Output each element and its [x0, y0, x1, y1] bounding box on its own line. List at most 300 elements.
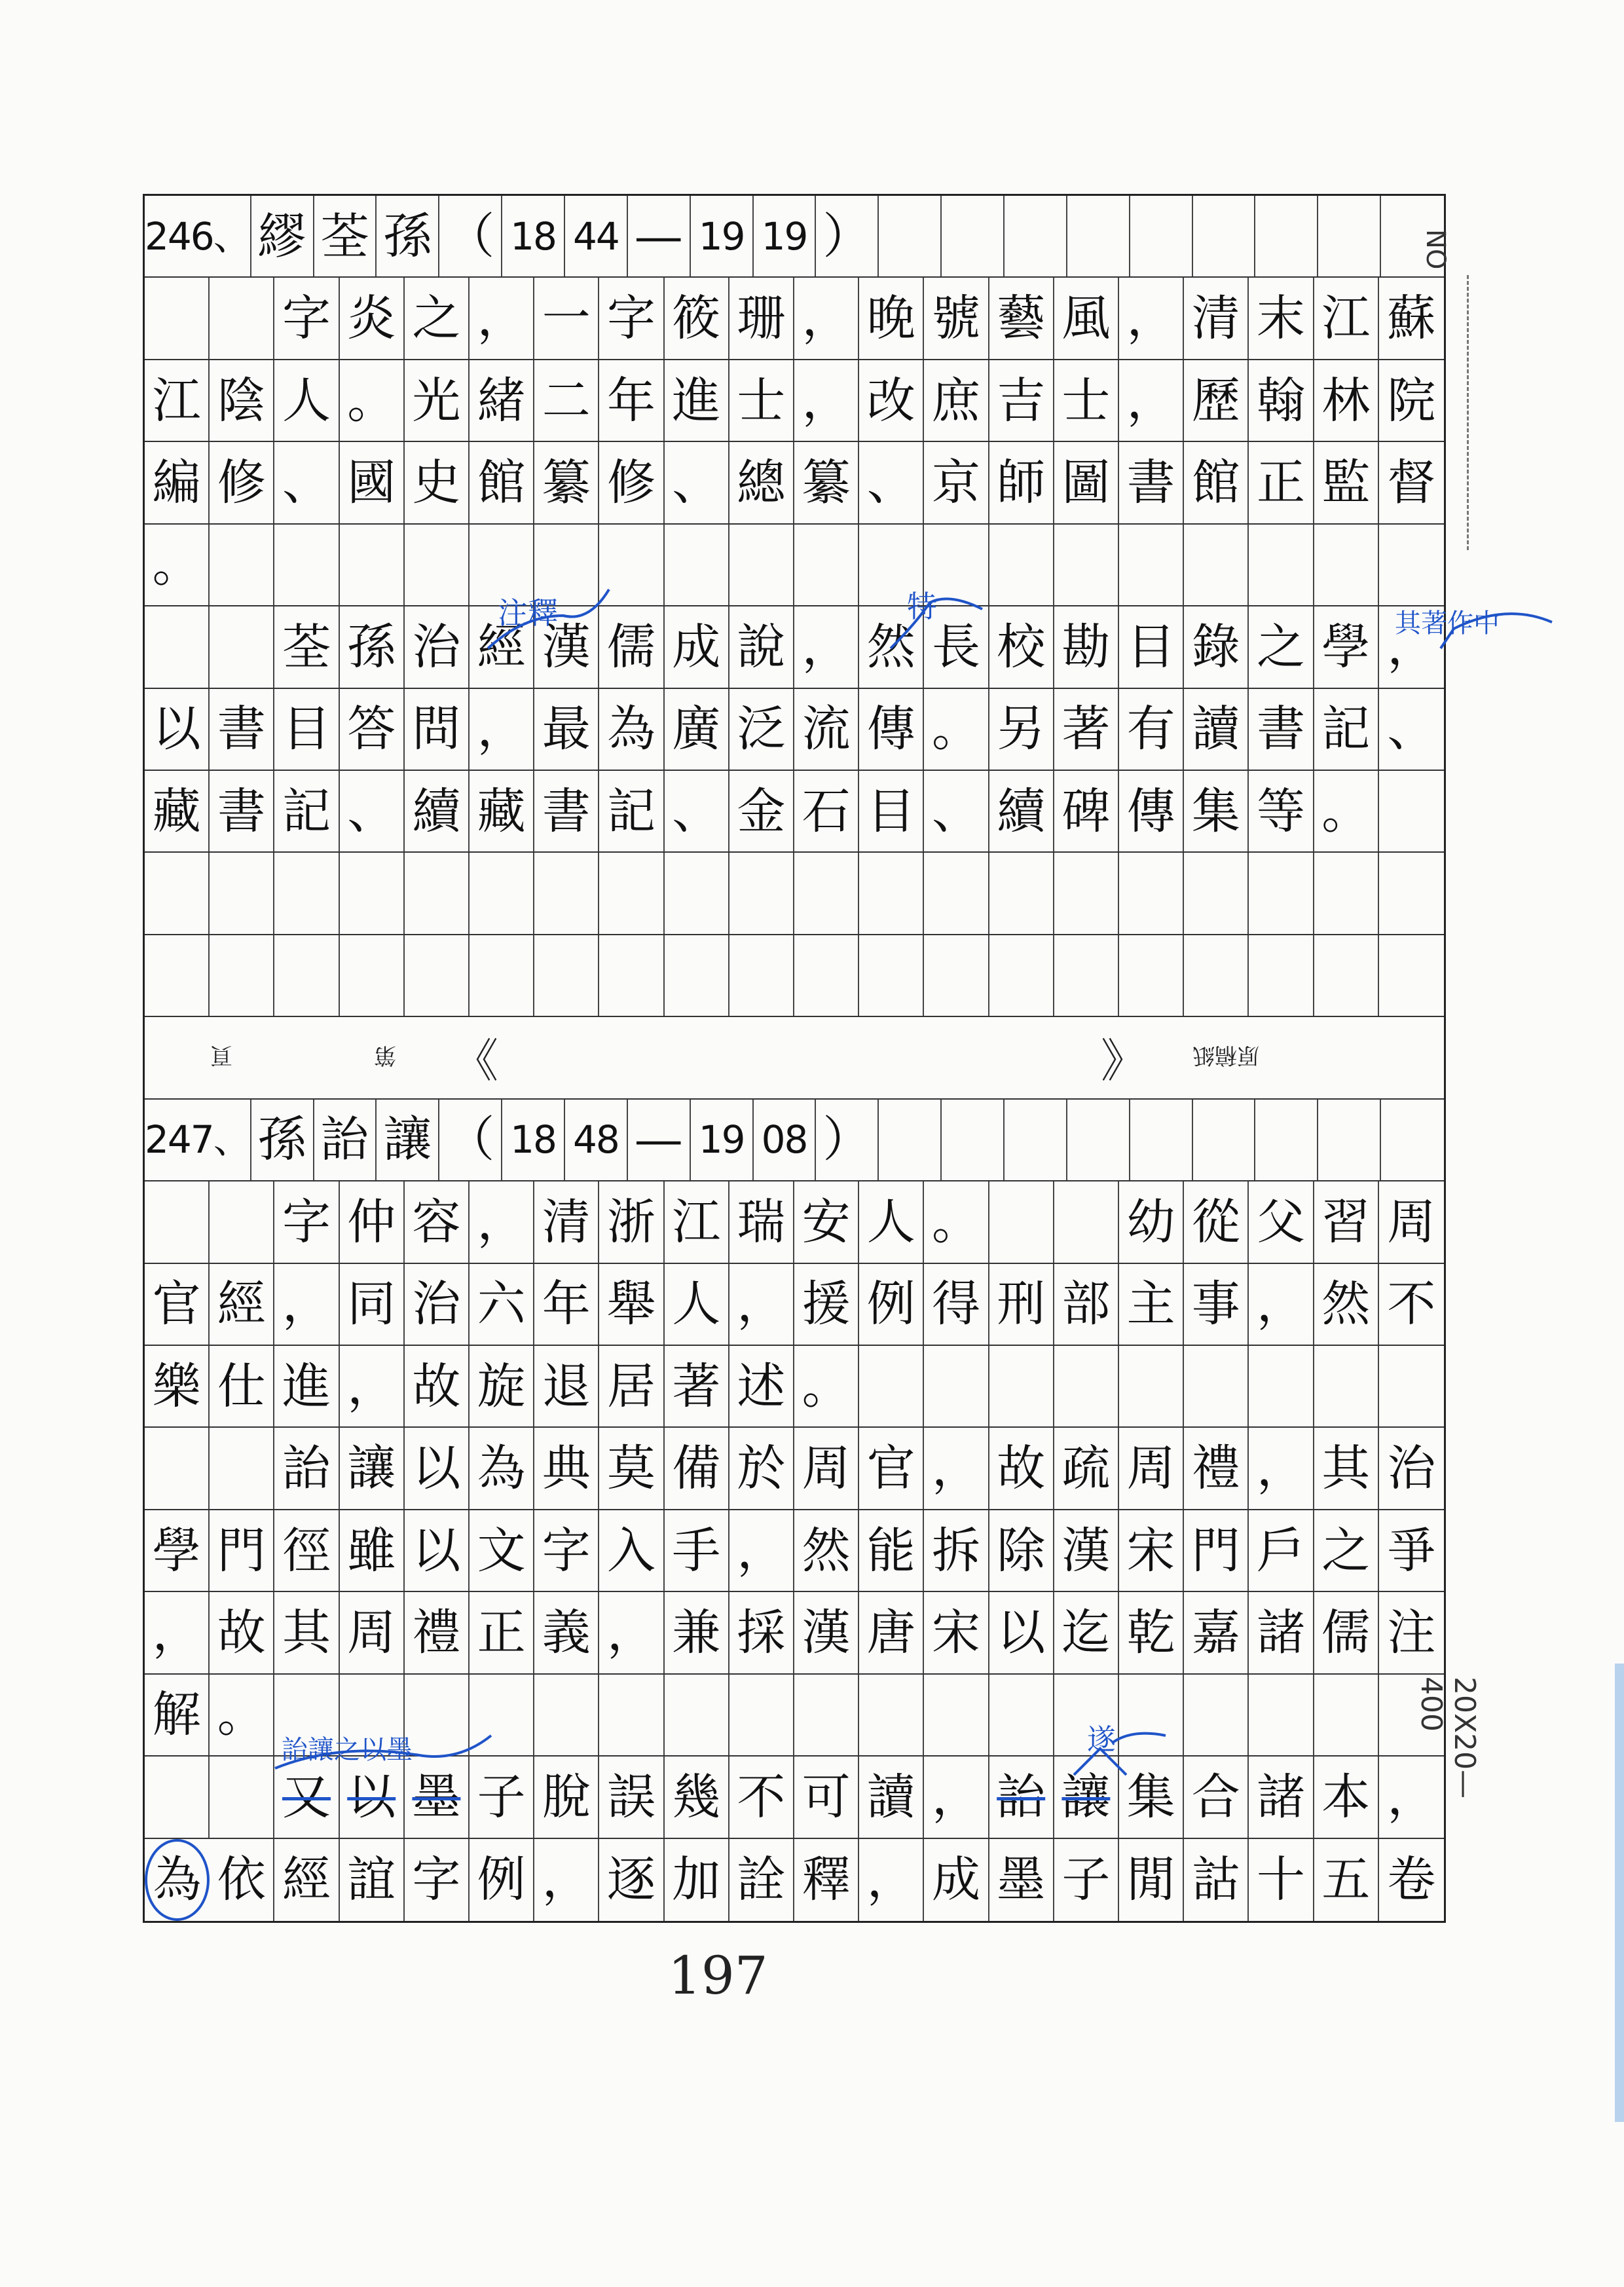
grid-cell: ，	[1119, 278, 1184, 358]
grid-cell: 疏	[1054, 1428, 1119, 1508]
grid-cell: 總	[729, 442, 794, 523]
grid-cell: 經	[274, 1839, 339, 1921]
grid-cell: 庶	[924, 360, 989, 441]
grid-cell: 孫	[377, 196, 439, 276]
grid-cell	[274, 853, 339, 933]
grid-cell: 詁	[1184, 1839, 1249, 1921]
grid-cell: 。	[210, 1675, 274, 1755]
grid-cell	[1379, 771, 1444, 851]
grid-cell: 依	[210, 1839, 274, 1921]
grid-cell: 19	[754, 196, 817, 276]
grid-cell	[1193, 1100, 1256, 1180]
grid-cell: 風	[1054, 278, 1119, 358]
annotation-zhushi: 注釋	[498, 595, 558, 631]
grid-cell: 讀	[1184, 689, 1249, 770]
grid-cell	[145, 1428, 210, 1508]
manuscript-row	[145, 196, 1444, 278]
manuscript-grid	[143, 194, 1446, 1923]
grid-cell: 、	[924, 771, 989, 851]
grid-cell	[665, 525, 729, 605]
grid-cell: ，	[924, 1428, 989, 1508]
grid-cell: 門	[210, 1510, 274, 1591]
grid-cell	[470, 935, 534, 1016]
grid-cell: 記	[274, 771, 339, 851]
grid-cell: 卷	[1387, 1851, 1436, 1908]
grid-cell: ，	[859, 1839, 924, 1921]
grid-cell: 儒	[599, 606, 664, 687]
grid-cell: 宋	[1119, 1510, 1184, 1591]
grid-cell	[210, 1181, 274, 1262]
grid-cell: 門	[1184, 1510, 1249, 1591]
grid-cell	[210, 525, 274, 605]
grid-cell	[924, 853, 989, 933]
grid-cell: 247、	[145, 1100, 251, 1180]
grid-cell: ，	[1119, 360, 1184, 441]
grid-cell: 44	[565, 196, 628, 276]
grid-cell: 問	[405, 689, 470, 770]
manuscript-row	[145, 1181, 1444, 1263]
grid-cell: 諸	[1249, 1592, 1314, 1673]
grid-cell: 。	[340, 360, 405, 441]
grid-cell: 08	[754, 1100, 817, 1180]
divider-right-label: 原稿紙	[1192, 1042, 1259, 1069]
grid-cell: 19	[691, 196, 754, 276]
grid-cell	[599, 1675, 664, 1755]
grid-cell: 院	[1387, 372, 1436, 429]
manuscript-row	[145, 1510, 1444, 1592]
grid-cell: 師	[989, 442, 1054, 523]
grid-cell: 故	[989, 1428, 1054, 1508]
grid-cell	[1184, 853, 1249, 933]
grid-cell: 刑	[989, 1264, 1054, 1345]
grid-cell: 其	[274, 1592, 339, 1673]
grid-cell: 江	[665, 1181, 729, 1262]
grid-cell	[534, 853, 599, 933]
grid-cell: 故	[405, 1346, 470, 1426]
grid-cell: 幾	[665, 1757, 729, 1837]
grid-cell: 讓	[340, 1428, 405, 1508]
grid-cell: 字	[274, 278, 339, 358]
grid-cell	[1130, 1100, 1193, 1180]
grid-cell: 瑞	[729, 1181, 794, 1262]
manuscript-row	[145, 1757, 1444, 1838]
grid-cell: 國	[340, 442, 405, 523]
grid-cell	[1381, 1100, 1444, 1180]
grid-cell: 為	[145, 1839, 210, 1921]
grid-cell: 館	[1184, 442, 1249, 523]
grid-cell: 、	[340, 771, 405, 851]
divider-mid-label: 第	[374, 1042, 396, 1069]
grid-cell	[794, 853, 859, 933]
grid-cell	[879, 1100, 942, 1180]
grid-cell	[145, 606, 210, 687]
grid-cell: 監	[1314, 442, 1379, 523]
grid-cell: 書	[1249, 689, 1314, 770]
grid-cell: 答	[340, 689, 405, 770]
grid-cell: 、	[859, 442, 924, 523]
grid-cell: 然	[794, 1510, 859, 1591]
grid-cell: 纂	[534, 442, 599, 523]
grid-cell	[924, 1346, 989, 1426]
grid-cell	[599, 853, 664, 933]
divider-open-bracket: 《	[452, 1034, 498, 1088]
grid-cell: 拆	[924, 1510, 989, 1591]
grid-cell	[665, 1675, 729, 1755]
annotation-yirang: 詒讓之以墨	[282, 1735, 413, 1765]
grid-cell: 主	[1119, 1264, 1184, 1345]
grid-cell: 孫	[340, 606, 405, 687]
grid-cell: 清	[1184, 278, 1249, 358]
grid-cell: 兼	[665, 1592, 729, 1673]
grid-cell: 經	[470, 606, 534, 687]
grid-cell: 珊	[729, 278, 794, 358]
grid-cell: —	[628, 196, 691, 276]
grid-cell: 周	[1387, 1193, 1436, 1250]
grid-cell: 。	[924, 1181, 989, 1262]
manuscript-row	[145, 360, 1444, 442]
grid-cell	[470, 853, 534, 933]
grid-cell: 廣	[665, 689, 729, 770]
grid-cell: 書	[534, 771, 599, 851]
manuscript-row	[145, 935, 1444, 1017]
grid-cell: 唐	[859, 1592, 924, 1673]
grid-cell: 荃	[314, 196, 377, 276]
grid-cell: 石	[794, 771, 859, 851]
grid-cell	[340, 935, 405, 1016]
grid-cell: 退	[534, 1346, 599, 1426]
grid-cell: 18	[502, 196, 565, 276]
grid-cell: 人	[859, 1181, 924, 1262]
grid-cell	[210, 1428, 274, 1508]
grid-cell	[1054, 525, 1119, 605]
grid-cell	[210, 935, 274, 1016]
grid-cell: 治	[405, 606, 470, 687]
grid-cell: 典	[534, 1428, 599, 1508]
grid-cell	[1318, 196, 1381, 276]
grid-cell: 目	[859, 771, 924, 851]
grid-cell: 以	[340, 1757, 405, 1837]
grid-cell	[794, 1675, 859, 1755]
grid-cell: 誤	[599, 1757, 664, 1837]
manuscript-row	[145, 853, 1444, 935]
grid-cell: ，	[470, 278, 534, 358]
grid-cell: 字	[534, 1510, 599, 1591]
grid-cell: 又	[274, 1757, 339, 1837]
grid-cell	[405, 525, 470, 605]
grid-cell: 周	[340, 1592, 405, 1673]
grid-cell	[942, 1100, 1005, 1180]
annotation-te: 特	[907, 589, 937, 624]
grid-cell	[405, 1675, 470, 1755]
grid-cell: 漢	[794, 1592, 859, 1673]
grid-cell: 周	[1119, 1428, 1184, 1508]
grid-cell	[1379, 525, 1444, 605]
grid-cell	[1314, 935, 1379, 1016]
grid-cell: 成	[665, 606, 729, 687]
grid-cell	[1184, 1346, 1249, 1426]
grid-cell: 集	[1184, 771, 1249, 851]
grid-cell: 、	[665, 771, 729, 851]
grid-cell: 可	[794, 1757, 859, 1837]
grid-cell: ，	[1249, 1264, 1314, 1345]
grid-cell: 同	[340, 1264, 405, 1345]
grid-cell: 纂	[794, 442, 859, 523]
grid-cell: 碑	[1054, 771, 1119, 851]
grid-cell: ，	[1387, 618, 1436, 675]
grid-cell: 詮	[729, 1839, 794, 1921]
grid-cell: 容	[405, 1181, 470, 1262]
grid-cell: 以	[405, 1510, 470, 1591]
grid-cell	[599, 525, 664, 605]
grid-cell	[989, 935, 1054, 1016]
grid-cell: 年	[599, 360, 664, 441]
grid-cell	[1119, 935, 1184, 1016]
grid-cell: 48	[565, 1100, 628, 1180]
grid-cell: 19	[691, 1100, 754, 1180]
manuscript-row	[145, 525, 1444, 606]
grid-cell: 。	[1314, 771, 1379, 851]
grid-cell: 宋	[924, 1592, 989, 1673]
grid-cell: 脫	[534, 1757, 599, 1837]
grid-cell: 儒	[1314, 1592, 1379, 1673]
grid-cell: 江	[1314, 278, 1379, 358]
grid-cell	[534, 1675, 599, 1755]
grid-cell: 末	[1249, 278, 1314, 358]
grid-cell	[665, 935, 729, 1016]
grid-cell	[145, 278, 210, 358]
grid-cell: 金	[729, 771, 794, 851]
grid-cell	[1249, 935, 1314, 1016]
grid-cell: 字	[599, 278, 664, 358]
annotation-qizhuzuozhong: 其著作中	[1395, 608, 1500, 639]
grid-cell	[274, 525, 339, 605]
grid-cell	[274, 935, 339, 1016]
manuscript-row	[145, 1346, 1444, 1428]
manuscript-row	[145, 771, 1444, 853]
grid-cell: 繆	[251, 196, 314, 276]
grid-cell	[859, 853, 924, 933]
grid-cell	[1054, 1346, 1119, 1426]
grid-cell: ，	[340, 1346, 405, 1426]
grid-cell: ）	[816, 196, 879, 276]
grid-cell: 漢	[534, 606, 599, 687]
grid-cell: 加	[665, 1839, 729, 1921]
grid-cell: 以	[405, 1428, 470, 1508]
grid-cell	[1005, 1100, 1067, 1180]
grid-cell: 能	[859, 1510, 924, 1591]
grid-cell	[665, 853, 729, 933]
grid-cell: ，	[729, 1264, 794, 1345]
grid-cell: ，	[794, 360, 859, 441]
grid-cell: 入	[599, 1510, 664, 1591]
annotation-sui: 遂	[1087, 1723, 1116, 1757]
grid-cell	[989, 525, 1054, 605]
grid-cell: 晚	[859, 278, 924, 358]
grid-cell: 翰	[1249, 360, 1314, 441]
grid-cell: 子	[1054, 1839, 1119, 1921]
manuscript-row	[145, 278, 1444, 360]
grid-cell: ，	[145, 1592, 210, 1673]
grid-cell: 正	[470, 1592, 534, 1673]
grid-cell: 修	[210, 442, 274, 523]
grid-cell: 修	[599, 442, 664, 523]
grid-cell: 。	[145, 525, 210, 605]
manuscript-row	[145, 442, 1444, 524]
grid-cell	[1054, 1181, 1119, 1262]
grid-cell	[405, 853, 470, 933]
grid-cell: 進	[274, 1346, 339, 1426]
grid-cell	[729, 525, 794, 605]
grid-cell: 傳	[859, 689, 924, 770]
grid-cell: 然	[1314, 1264, 1379, 1345]
grid-cell	[879, 196, 942, 276]
grid-cell	[1249, 525, 1314, 605]
grid-cell	[1379, 935, 1444, 1016]
grid-cell	[534, 935, 599, 1016]
grid-cell: 士	[729, 360, 794, 441]
grid-cell: 圖	[1054, 442, 1119, 523]
grid-cell: 目	[274, 689, 339, 770]
grid-cell: 文	[470, 1510, 534, 1591]
grid-cell: 改	[859, 360, 924, 441]
grid-cell: ，	[1249, 1428, 1314, 1508]
grid-cell: ）	[816, 1100, 879, 1180]
grid-cell: 習	[1314, 1181, 1379, 1262]
grid-cell: 安	[794, 1181, 859, 1262]
grid-cell: 、	[274, 442, 339, 523]
grid-cell: 莫	[599, 1428, 664, 1508]
grid-cell	[210, 606, 274, 687]
grid-cell: 書	[210, 689, 274, 770]
grid-cell: 不	[729, 1757, 794, 1837]
grid-cell: 筱	[665, 278, 729, 358]
grid-cell	[210, 1757, 274, 1837]
grid-cell: 長	[924, 606, 989, 687]
grid-cell: 周	[794, 1428, 859, 1508]
grid-cell: 得	[924, 1264, 989, 1345]
grid-cell: 官	[859, 1428, 924, 1508]
grid-cell: 誼	[340, 1839, 405, 1921]
grid-cell: 著	[1054, 689, 1119, 770]
grid-cell	[1314, 525, 1379, 605]
grid-cell: 治	[405, 1264, 470, 1345]
grid-cell	[794, 935, 859, 1016]
grid-cell	[989, 853, 1054, 933]
grid-cell: 館	[470, 442, 534, 523]
grid-cell: 事	[1184, 1264, 1249, 1345]
grid-cell	[989, 1675, 1054, 1755]
grid-cell	[145, 1757, 210, 1837]
grid-cell: 禮	[1184, 1428, 1249, 1508]
grid-cell: 學	[145, 1510, 210, 1591]
grid-cell	[1184, 1675, 1249, 1755]
grid-cell	[1255, 196, 1318, 276]
grid-cell: 正	[1249, 442, 1314, 523]
grid-cell: ，	[729, 1510, 794, 1591]
grid-cell: 有	[1119, 689, 1184, 770]
grid-cell: 編	[145, 442, 210, 523]
grid-cell	[599, 935, 664, 1016]
manuscript-row	[145, 1428, 1444, 1510]
grid-cell: 除	[989, 1510, 1054, 1591]
grid-cell: 京	[924, 442, 989, 523]
grid-cell: 歷	[1184, 360, 1249, 441]
grid-cell: 六	[470, 1264, 534, 1345]
grid-cell: ，	[274, 1264, 339, 1345]
margin-dashed-line	[1467, 275, 1469, 550]
grid-cell: 史	[405, 442, 470, 523]
grid-cell	[1130, 196, 1193, 276]
manuscript-row	[145, 1592, 1444, 1674]
grid-cell: 漢	[1054, 1510, 1119, 1591]
grid-cell: 戶	[1249, 1510, 1314, 1591]
divider-close-bracket: 》	[1101, 1034, 1147, 1088]
grid-cell: 不	[1387, 1276, 1436, 1333]
grid-cell	[210, 278, 274, 358]
grid-cell: （	[439, 1100, 502, 1180]
grid-cell: 本	[1314, 1757, 1379, 1837]
margin-size-label: 20X20—400	[1414, 1677, 1481, 1799]
grid-cell: 之	[1249, 606, 1314, 687]
grid-cell	[470, 1675, 534, 1755]
grid-cell	[1249, 853, 1314, 933]
grid-cell: 另	[989, 689, 1054, 770]
grid-cell: 禮	[405, 1592, 470, 1673]
grid-cell	[1314, 853, 1379, 933]
manuscript-row	[145, 1839, 1444, 1921]
grid-cell: 諸	[1249, 1757, 1314, 1837]
grid-cell	[1067, 1100, 1130, 1180]
grid-cell: 年	[534, 1264, 599, 1345]
grid-cell: 徑	[274, 1510, 339, 1591]
grid-cell: 旋	[470, 1346, 534, 1426]
grid-cell: 於	[729, 1428, 794, 1508]
grid-cell: 蘇	[1387, 290, 1436, 347]
grid-cell: 泛	[729, 689, 794, 770]
grid-cell: ，	[599, 1592, 664, 1673]
grid-cell	[1184, 525, 1249, 605]
grid-cell: 備	[665, 1428, 729, 1508]
grid-cell: 等	[1249, 771, 1314, 851]
grid-cell: 讓	[1054, 1757, 1119, 1837]
grid-cell: ，	[470, 689, 534, 770]
grid-cell	[729, 1675, 794, 1755]
grid-cell: 居	[599, 1346, 664, 1426]
grid-cell: 人	[274, 360, 339, 441]
grid-cell: —	[628, 1100, 691, 1180]
grid-cell: 詒	[314, 1100, 377, 1180]
grid-cell	[924, 1675, 989, 1755]
grid-cell	[1054, 853, 1119, 933]
grid-cell: 逐	[599, 1839, 664, 1921]
manuscript-row	[145, 1264, 1444, 1346]
grid-cell: 以	[145, 689, 210, 770]
grid-cell: 集	[1119, 1757, 1184, 1837]
grid-cell: 江	[145, 360, 210, 441]
grid-cell: 藝	[989, 278, 1054, 358]
grid-cell: 書	[1119, 442, 1184, 523]
grid-cell	[1119, 1346, 1184, 1426]
grid-cell	[145, 1181, 210, 1262]
grid-cell: 十	[1249, 1839, 1314, 1921]
grid-cell: 人	[665, 1264, 729, 1345]
grid-cell: 、	[1387, 701, 1436, 758]
grid-cell: 墨	[989, 1839, 1054, 1921]
grid-cell: 官	[145, 1264, 210, 1345]
grid-cell: 246、	[145, 196, 251, 276]
grid-cell: 吉	[989, 360, 1054, 441]
grid-cell: 二	[534, 360, 599, 441]
